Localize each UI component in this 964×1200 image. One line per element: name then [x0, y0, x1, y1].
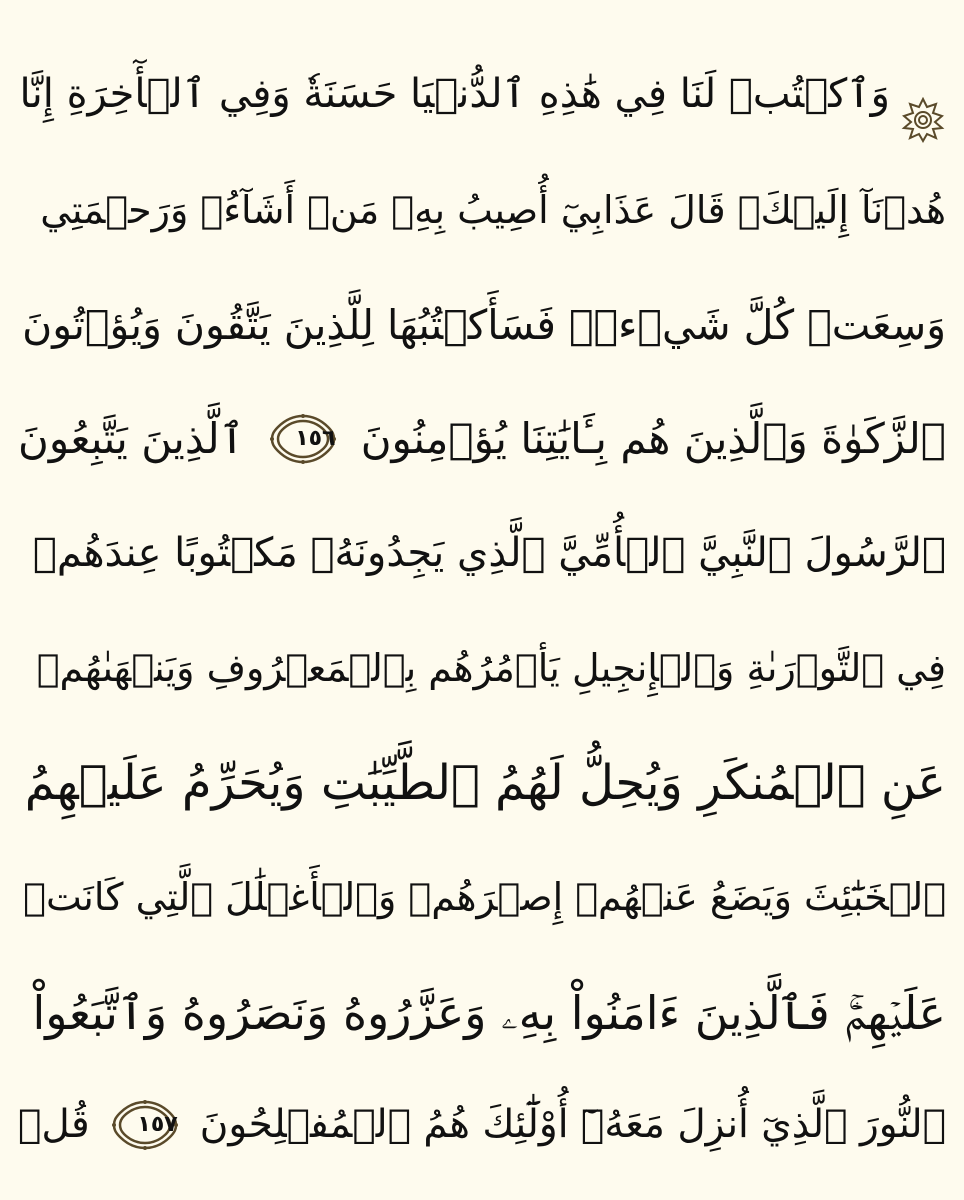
quran-line-5 [18, 492, 946, 610]
quran-line-2 [18, 148, 946, 266]
line-text: وَسِعَتۡ كُلَّ شَيۡءٖۚ فَسَأَكۡتُبُهَا لِلَّذِينَ يَتَّقُونَ وَيُؤۡتُونَ [22, 301, 946, 349]
quran-line-3 [18, 263, 946, 381]
line-text-before-marker: ٱلنُّورَ ٱلَّذِيٓ أُنزِلَ مَعَهُۥٓ أُوْلَٰٓئِكَ هُمُ ٱلۡمُفۡلِحُونَ [199, 1101, 946, 1147]
ayah-end-marker [112, 1099, 178, 1151]
line-text: ٱلرَّسُولَ ٱلنَّبِيَّ ٱلۡأُمِّيَّ ٱلَّذِي يَجِدُونَهُۥ مَكۡتُوبًا عِندَهُمۡ [32, 530, 946, 576]
line-text: فِي ٱلتَّوۡرَىٰةِ وَٱلۡإِنجِيلِ يَأۡمُرُهُم بِٱلۡمَعۡرُوفِ وَيَنۡهَىٰهُمۡ [36, 645, 946, 690]
ayah-end-marker [270, 413, 336, 465]
quran-line-7 [18, 721, 946, 839]
line-text-before-marker: ٱلزَّكَوٰةَ وَٱلَّذِينَ هُم بِـَٔايَٰتِنَا يُؤۡمِنُونَ [360, 413, 946, 463]
quran-line-6 [18, 606, 946, 724]
line-text: عَلَيۡهِمۡۚ فَٱلَّذِينَ ءَامَنُواْ بِهِۦ وَعَزَّرُوهُ وَنَصَرُوهُ وَٱتَّبَعُواْ [32, 985, 946, 1040]
quran-line-1 [18, 33, 946, 151]
ayah-number: ١٥٧ [137, 1111, 178, 1137]
ayah-number: ١٥٦ [295, 425, 336, 451]
quran-line-9 [18, 950, 946, 1068]
line-text: ٱلۡخَبَٰٓئِثَ وَيَضَعُ عَنۡهُمۡ إِصۡرَهُمۡ وَٱلۡأَغۡلَٰلَ ٱلَّتِي كَانَتۡ [23, 874, 946, 919]
quran-line-10 [18, 1064, 946, 1182]
quran-text-block [18, 0, 946, 1200]
quran-line-4 [18, 377, 946, 495]
line-text: وَٱكۡتُبۡ لَنَا فِي هَٰذِهِ ٱلدُّنۡيَا حَسَنَةٗ وَفِي ٱلۡأٓخِرَةِ إِنَّا [19, 71, 890, 117]
line-text: هُدۡنَآ إِلَيۡكَۚ قَالَ عَذَابِيٓ أُصِيبُ بِهِۦ مَنۡ أَشَآءُۖ وَرَحۡمَتِي [40, 187, 946, 232]
hizb-marker-icon [900, 71, 946, 117]
quran-line-8 [18, 835, 946, 953]
line-text: عَنِ ٱلۡمُنكَرِ وَيُحِلُّ لَهُمُ ٱلطَّيِّبَٰتِ وَيُحَرِّمُ عَلَيۡهِمُ [24, 755, 946, 811]
line-text-after-marker: قُلۡ [18, 1101, 90, 1147]
line-text-after-marker: ٱلَّذِينَ يَتَّبِعُونَ [18, 413, 245, 463]
